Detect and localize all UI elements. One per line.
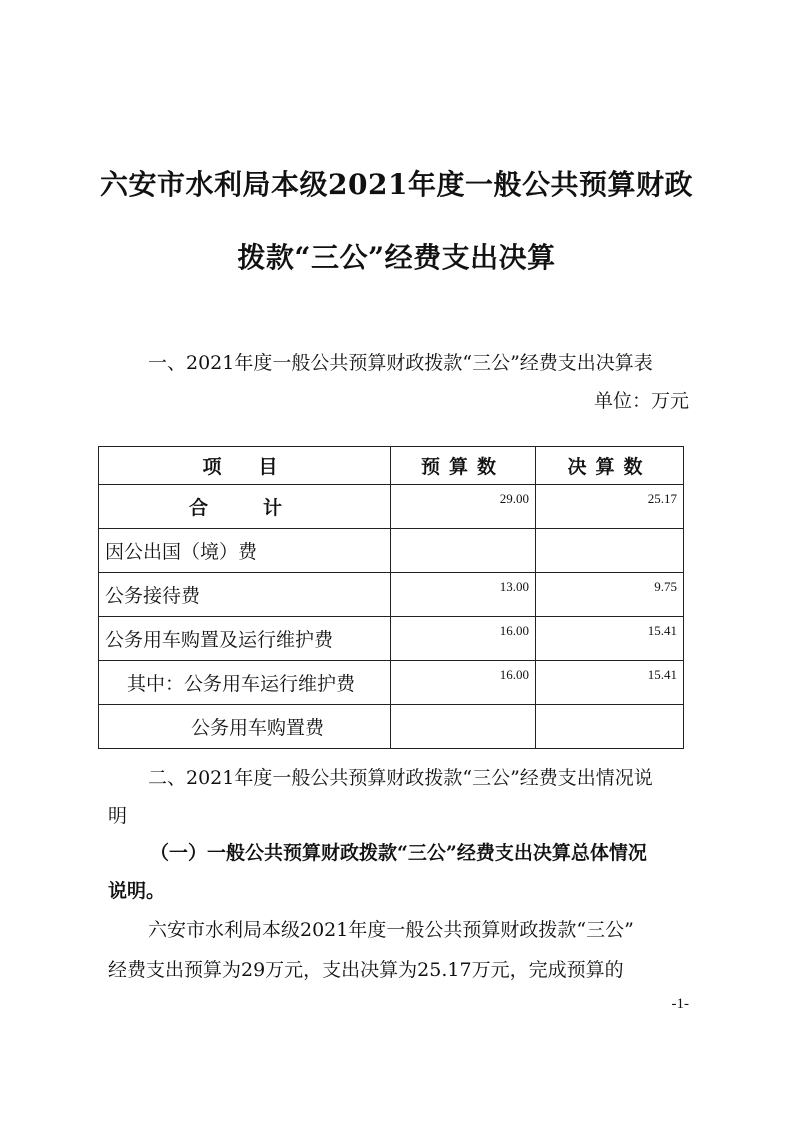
row-name: 公务用车购置费 <box>99 705 391 749</box>
row-final: 15.41 <box>536 617 684 661</box>
row-budget: 16.00 <box>391 661 536 705</box>
expense-table <box>98 446 684 749</box>
document-title-line-2: 拨款“三公”经费支出决算 <box>237 241 556 274</box>
table-row <box>99 661 684 705</box>
paragraph-line-2: 经费支出预算为29万元，支出决算为25.17万元，完成预算的 <box>108 959 624 981</box>
row-name: 其中：公务用车运行维护费 <box>99 661 391 705</box>
row-name: 因公出国（境）费 <box>99 529 391 573</box>
header-budget: 预算数 <box>391 447 536 485</box>
document-title-line-1: 六安市水利局本级2021年度一般公共预算财政 <box>100 168 693 201</box>
section-1-heading: 一、2021年度一般公共预算财政拨款“三公”经费支出决算表 <box>148 352 653 374</box>
header-item: 项 目 <box>99 447 391 485</box>
table-row <box>99 705 684 749</box>
subsection-1-heading-line-2: 说明。 <box>108 880 166 902</box>
unit-label: 单位：万元 <box>593 390 689 412</box>
section-2-heading-line-2: 明 <box>108 805 128 827</box>
row-name: 公务用车购置及运行维护费 <box>99 617 391 661</box>
row-budget: 16.00 <box>391 617 536 661</box>
paragraph-line-1: 六安市水利局本级2021年度一般公共预算财政拨款“三公” <box>148 919 634 941</box>
header-final: 决算数 <box>536 447 684 485</box>
row-budget <box>391 529 536 573</box>
subsection-1-heading-line-1: （一）一般公共预算财政拨款“三公”经费支出决算总体情况 <box>150 842 647 864</box>
row-final <box>536 529 684 573</box>
row-final: 9.75 <box>536 573 684 617</box>
row-budget <box>391 705 536 749</box>
table-row <box>99 529 684 573</box>
table-header-row <box>99 447 684 485</box>
row-final <box>536 705 684 749</box>
row-budget: 29.00 <box>391 485 536 529</box>
row-final: 15.41 <box>536 661 684 705</box>
section-2-heading-line-1: 二、2021年度一般公共预算财政拨款“三公”经费支出情况说 <box>148 767 653 789</box>
row-budget: 13.00 <box>391 573 536 617</box>
page-number: -1- <box>671 996 689 1012</box>
row-name: 合 计 <box>99 485 391 529</box>
row-name: 公务接待费 <box>99 573 391 617</box>
row-final: 25.17 <box>536 485 684 529</box>
table-row <box>99 573 684 617</box>
table-row <box>99 617 684 661</box>
table-row-total <box>99 485 684 529</box>
